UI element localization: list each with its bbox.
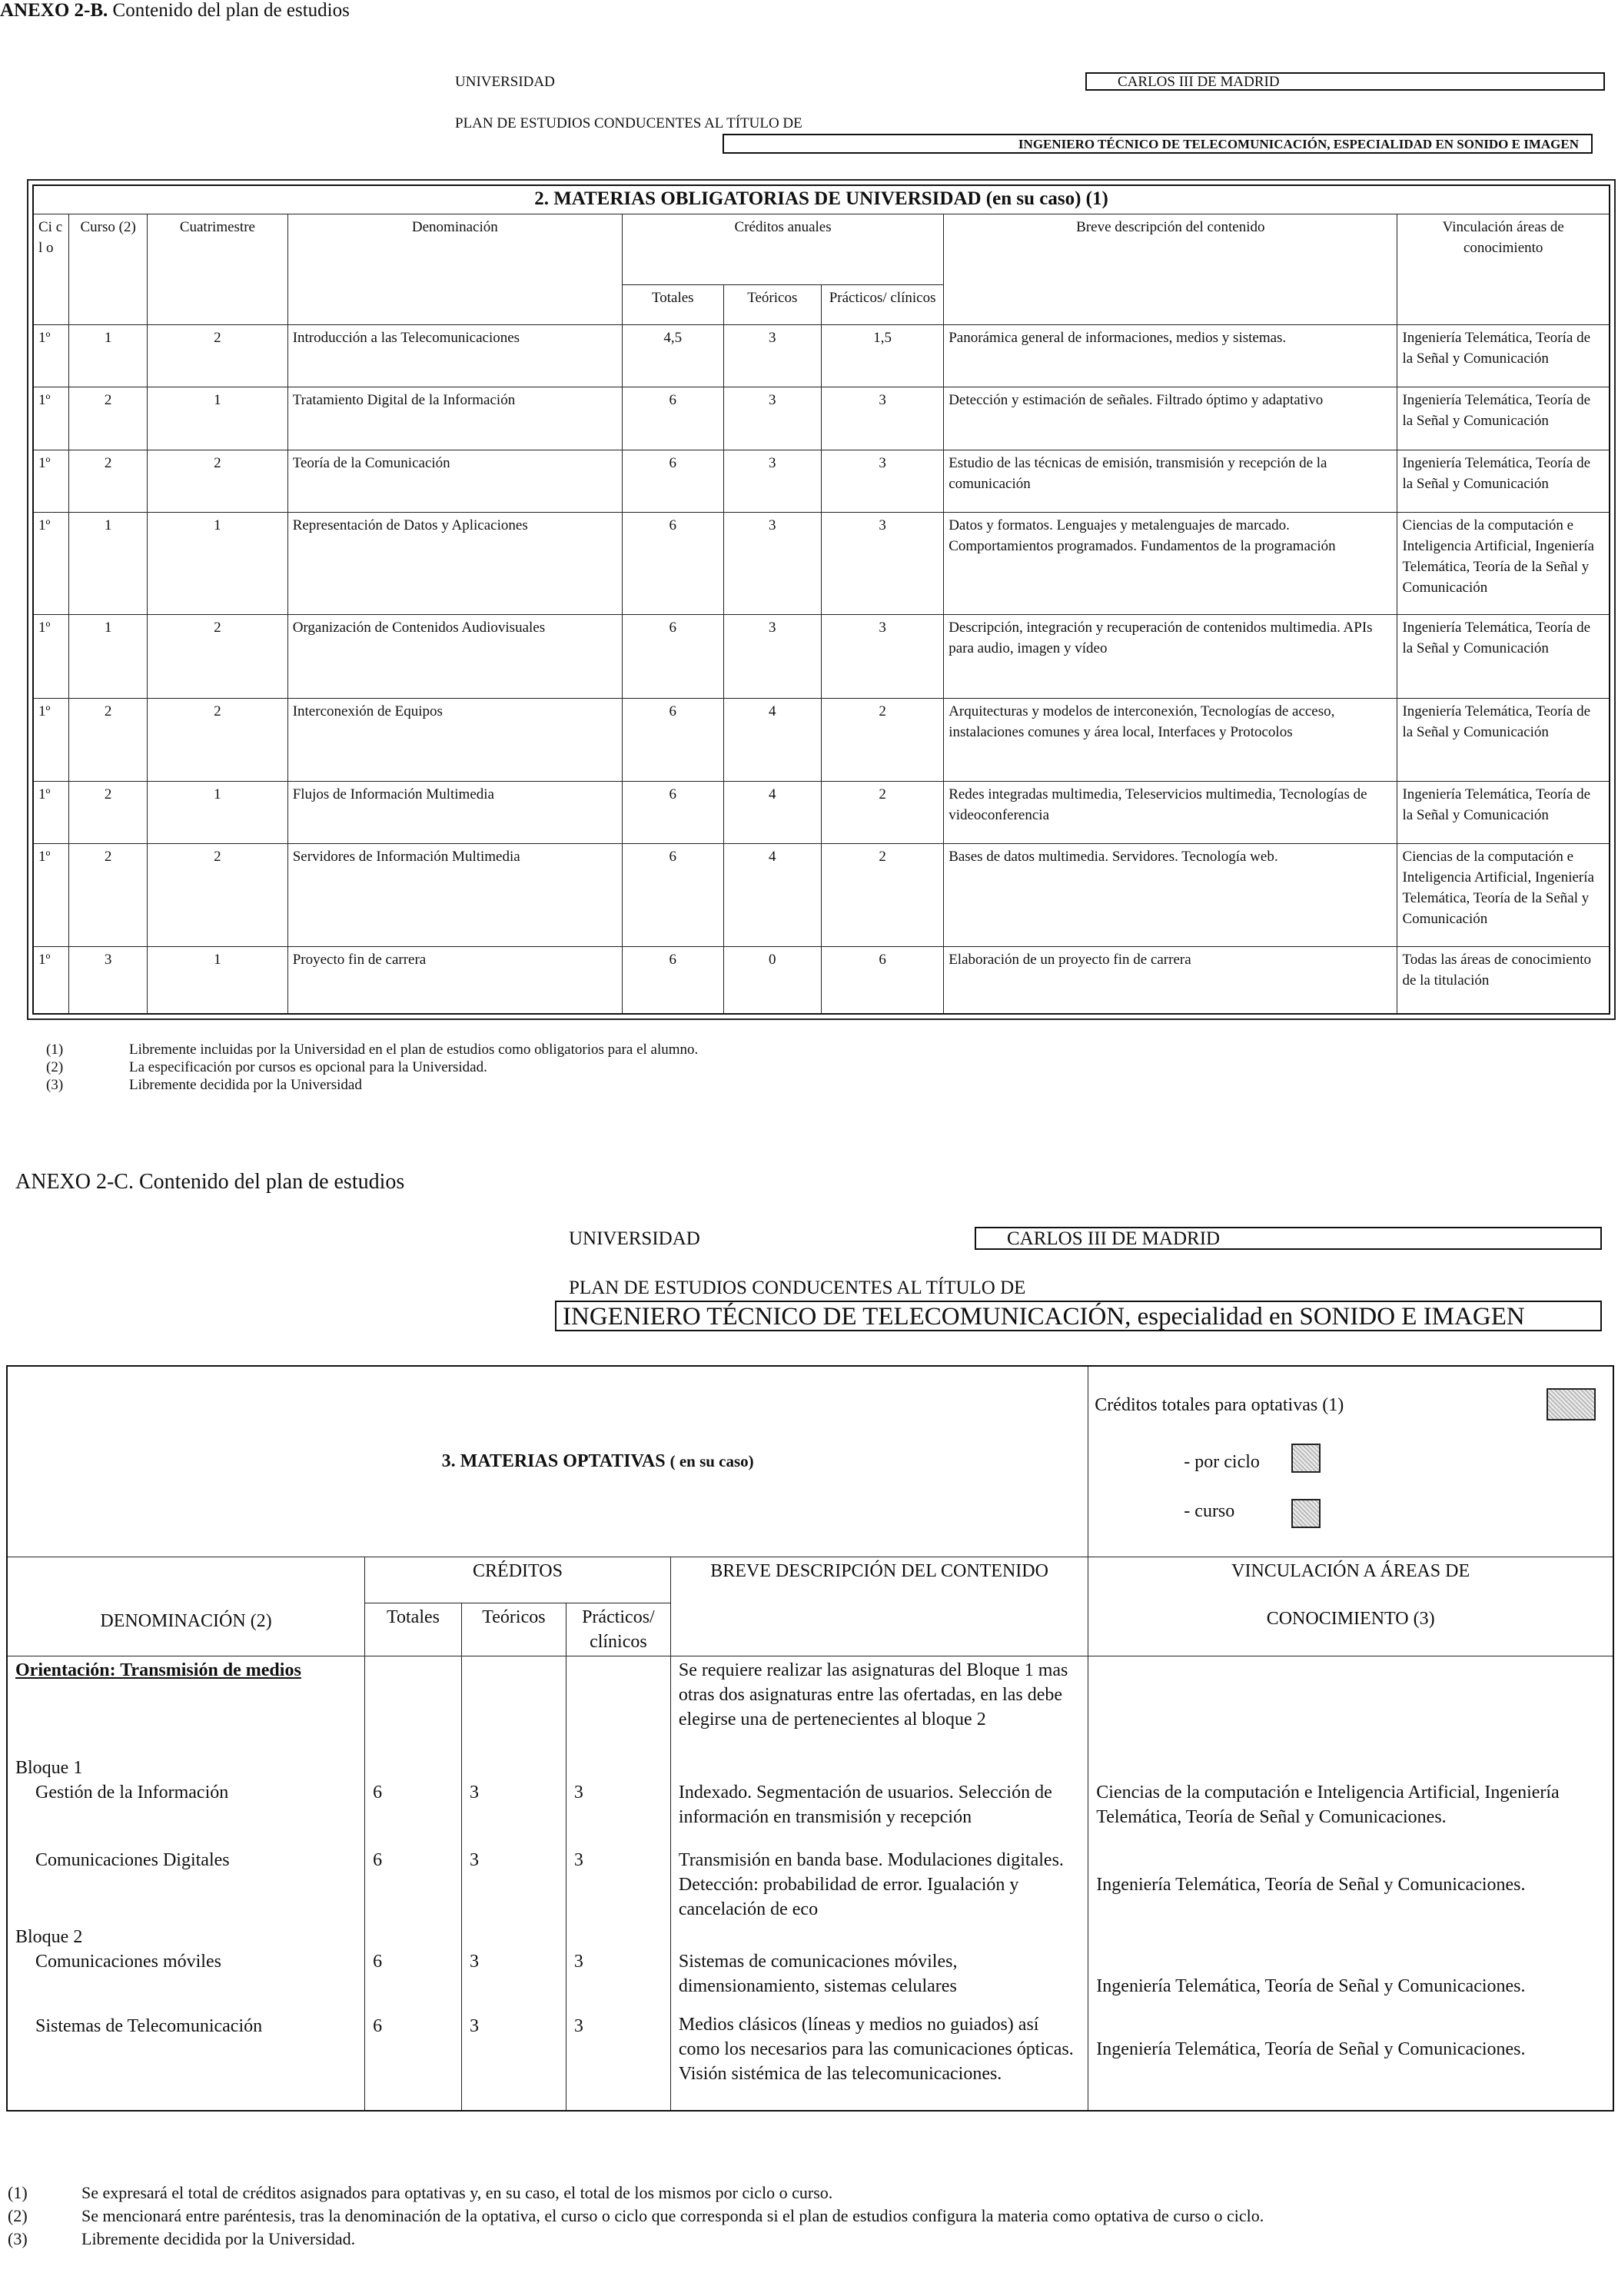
cell-vinculacion: Ciencias de la computación e Inteligencia Artificial, Ingeniería Telemática, Teoría de Señal y Comunicaciones.: [1088, 1754, 1613, 1831]
cell-descripcion: Bases de datos multimedia. Servidores. Tecnología web.: [944, 844, 1397, 946]
annex-c-heading: [15, 1170, 404, 1195]
annex-b-heading: [0, 0, 350, 22]
cell-denominacion: Introducción a las Telecomunicaciones: [287, 324, 622, 387]
cell-vinculacion: Ingeniería Telemática, Teoría de la Señal y Comunicación: [1397, 324, 1610, 387]
table-row: [7, 1754, 1613, 1831]
cell-teoricos: 3: [461, 1831, 566, 1923]
cell-ciclo: 1º: [33, 450, 69, 512]
cell-vinculacion: Ingeniería Telemática, Teoría de Señal y Comunicaciones.: [1088, 1831, 1613, 1923]
annex-b-table-body: [33, 324, 1610, 1014]
footnote-text: La especificación por cursos es opcional para la Universidad.: [129, 1059, 487, 1075]
optativas-title: 3. MATERIAS OPTATIVAS: [441, 1451, 666, 1472]
cell-teoricos: 3: [723, 387, 821, 450]
cell-totales: 6: [622, 450, 723, 512]
cell-cuatrimestre: 1: [148, 387, 288, 450]
annex-b-university-label: UNIVERSIDAD: [455, 74, 555, 90]
cell-denominacion: Proyecto fin de carrera: [287, 946, 622, 1014]
cell-practicos: 3: [821, 387, 943, 450]
cell-curso: 2: [69, 450, 148, 512]
creditos-totales-box: [1547, 1388, 1596, 1420]
footnote-text: Se expresará el total de créditos asignados para optativas y, en su caso, el total de los mismos por ciclo o curso.: [81, 2183, 833, 2202]
header-teoricos: Teóricos: [723, 284, 821, 324]
cell-totales: 6: [622, 387, 723, 450]
cell-ciclo: 1º: [33, 946, 69, 1014]
cell-descripcion: Elaboración de un proyecto fin de carrera: [944, 946, 1397, 1014]
optativas-title-cell: [7, 1366, 1088, 1557]
bloque-1-group: [15, 1756, 357, 1805]
header-denominacion: Denominación: [287, 214, 622, 325]
footnote-number: (2): [8, 2206, 28, 2225]
table-row: [33, 387, 1610, 450]
header-practicos: Prácticos/ clínicos: [821, 284, 943, 324]
cell-teoricos: 3: [461, 1754, 566, 1831]
cell-descripcion: Detección y estimación de señales. Filtrado óptimo y adaptativo: [944, 387, 1397, 450]
footnote-text: Libremente decidida por la Universidad.: [81, 2229, 356, 2248]
header-c-totales: Totales: [365, 1603, 462, 1656]
cell-cuatrimestre: 1: [148, 512, 288, 614]
orientacion-row: [7, 1656, 1613, 1754]
footnote: [46, 1076, 698, 1094]
cell-practicos: 2: [821, 844, 943, 946]
cell-teoricos: 3: [723, 324, 821, 387]
bloque-1-label: Bloque 1: [15, 1758, 83, 1778]
cell-descripcion: Arquitecturas y modelos de interconexión, Tecnologías de acceso, instalaciones comunes y área local, Interfaces y Protocolos: [944, 698, 1397, 781]
cell-vinculacion: Ingeniería Telemática, Teoría de la Señal y Comunicación: [1397, 782, 1610, 844]
footnote: [46, 1041, 698, 1058]
cell-totales: 6: [365, 1754, 462, 1831]
cell-teoricos: 3: [461, 1923, 566, 2003]
cell-descripcion: Se requiere realizar las asignaturas del Bloque 1 mas otras dos asignaturas entre las ofertadas, en las debe elegirse una de pertenecientes al bloque 2: [670, 1656, 1088, 1754]
table-row: [33, 615, 1610, 698]
cell-denominacion: [7, 1923, 365, 2003]
cell-ciclo: 1º: [33, 324, 69, 387]
cell-vinculacion: Ciencias de la computación e Inteligencia Artificial, Ingeniería Telemática, Teoría de la Señal y Comunicación: [1397, 512, 1610, 614]
cell-denominacion: [7, 1754, 365, 1831]
cell-descripcion: Transmisión en banda base. Modulaciones digitales. Detección: probabilidad de error. Igualación y cancelación de eco: [670, 1831, 1088, 1923]
cell-practicos: 2: [821, 698, 943, 781]
cell-curso: 2: [69, 782, 148, 844]
annex-c-plan-label: PLAN DE ESTUDIOS CONDUCENTES AL TÍTULO DE: [569, 1278, 1026, 1298]
table-row: [7, 1923, 1613, 2003]
footnote-number: (3): [46, 1077, 64, 1093]
header-c-vinculacion-line2: CONOCIMIENTO (3): [1266, 1608, 1435, 1629]
footnote-text: Libremente incluidas por la Universidad en el plan de estudios como obligatorios para el alumno.: [129, 1042, 699, 1058]
cell-totales: 6: [622, 512, 723, 614]
header-cuatrimestre: Cuatrimestre: [148, 214, 288, 325]
cell-cuatrimestre: 2: [148, 324, 288, 387]
row-denominacion: Comunicaciones Digitales: [35, 1850, 230, 1870]
cell-practicos: 3: [821, 450, 943, 512]
header-c-denominacion: DENOMINACIÓN (2): [7, 1557, 365, 1656]
cell-denominacion: Organización de Contenidos Audiovisuales: [287, 615, 622, 698]
cell-denominacion: Tratamiento Digital de la Información: [287, 387, 622, 450]
cell-vinculacion: Ingeniería Telemática, Teoría de la Señal y Comunicación: [1397, 698, 1610, 781]
header-c-teoricos: Teóricos: [461, 1603, 566, 1656]
header-c-practicos: Prácticos/ clínicos: [566, 1603, 670, 1656]
cell-totales: 6: [622, 844, 723, 946]
table-row: [7, 1831, 1613, 1923]
annex-b-table-title: 2. MATERIAS OBLIGATORIAS DE UNIVERSIDAD (en su caso) (1): [33, 185, 1610, 214]
curso-box: [1291, 1499, 1321, 1528]
cell-descripcion: Indexado. Segmentación de usuarios. Selección de información en transmisión y recepción: [670, 1754, 1088, 1831]
orientacion-title: Orientación: Transmisión de medios: [15, 1660, 301, 1680]
cell-vinculacion: Ciencias de la computación e Inteligencia Artificial, Ingeniería Telemática, Teoría de la Señal y Comunicación: [1397, 844, 1610, 946]
cell-curso: 2: [69, 698, 148, 781]
annex-b-heading-bold: ANEXO 2-B.: [0, 0, 108, 21]
footnote-number: (1): [8, 2183, 28, 2202]
cell-totales: 4,5: [622, 324, 723, 387]
annex-c-heading-rest: Contenido del plan de estudios: [139, 1170, 405, 1194]
table-row: [33, 512, 1610, 614]
cell-practicos: 3: [821, 615, 943, 698]
footnote-number: (1): [46, 1042, 64, 1058]
cell-curso: 2: [69, 387, 148, 450]
annex-b-plan-label: PLAN DE ESTUDIOS CONDUCENTES AL TÍTULO DE: [455, 115, 802, 131]
cell-teoricos: 3: [723, 512, 821, 614]
cell-teoricos: 3: [461, 2003, 566, 2111]
cell-ciclo: 1º: [33, 512, 69, 614]
annex-c-table-body: [7, 1656, 1613, 2111]
cell-cuatrimestre: 1: [148, 946, 288, 1014]
creditos-optativas-label: Créditos totales para optativas (1): [1095, 1395, 1344, 1415]
footnote: [8, 2205, 1264, 2228]
cell-vinculacion: Ingeniería Telemática, Teoría de la Señal y Comunicación: [1397, 387, 1610, 450]
cell-denominacion: Teoría de la Comunicación: [287, 450, 622, 512]
cell-cuatrimestre: 2: [148, 698, 288, 781]
cell-denominacion: [7, 2003, 365, 2111]
annex-b-heading-rest: Contenido del plan de estudios: [112, 0, 350, 21]
header-ciclo: Ci cl o: [33, 214, 69, 325]
cell-curso: 3: [69, 946, 148, 1014]
cell-ciclo: 1º: [33, 615, 69, 698]
table-row: [33, 782, 1610, 844]
footnote-text: Libremente decidida por la Universidad: [129, 1077, 362, 1093]
curso-label: - curso: [1184, 1501, 1235, 1521]
footnote-text: Se mencionará entre paréntesis, tras la denominación de la optativa, el curso o ciclo que corresponda si el plan de estudios configura la materia como optativa de curso o ciclo.: [81, 2206, 1264, 2225]
cell-descripcion: Descripción, integración y recuperación de contenidos multimedia. APIs para audio, imagen y vídeo: [944, 615, 1397, 698]
cell-teoricos: 0: [723, 946, 821, 1014]
annex-c-university-label: UNIVERSIDAD: [569, 1228, 700, 1249]
cell-descripcion: Sistemas de comunicaciones móviles, dimensionamiento, sistemas celulares: [670, 1923, 1088, 2003]
table-row: [33, 698, 1610, 781]
footnote: [46, 1058, 698, 1076]
cell-descripcion: Redes integradas multimedia, Teleservicios multimedia, Tecnologías de videoconferencia: [944, 782, 1397, 844]
cell-totales: [365, 1656, 462, 1754]
por-ciclo-box: [1291, 1444, 1321, 1473]
cell-practicos: [566, 1656, 670, 1754]
cell-cuatrimestre: 2: [148, 615, 288, 698]
cell-teoricos: 3: [723, 615, 821, 698]
footnote-number: (3): [8, 2229, 28, 2248]
cell-practicos: 3: [566, 2003, 670, 2111]
footnote: [8, 2181, 1264, 2205]
table-row: [33, 324, 1610, 387]
cell-curso: 1: [69, 512, 148, 614]
cell-ciclo: 1º: [33, 782, 69, 844]
cell-descripcion: Estudio de las técnicas de emisión, transmisión y recepción de la comunicación: [944, 450, 1397, 512]
cell-practicos: 6: [821, 946, 943, 1014]
cell-totales: 6: [365, 1831, 462, 1923]
header-c-vinculacion: [1088, 1557, 1613, 1656]
cell-descripcion: Panorámica general de informaciones, medios y sistemas.: [944, 324, 1397, 387]
cell-teoricos: 4: [723, 782, 821, 844]
annex-b-university-value: CARLOS III DE MADRID: [1085, 72, 1605, 91]
cell-totales: 6: [622, 946, 723, 1014]
annex-c-plan-value: INGENIERO TÉCNICO DE TELECOMUNICACIÓN, especialidad en SONIDO E IMAGEN: [555, 1301, 1602, 1331]
cell-totales: 6: [622, 782, 723, 844]
cell-denominacion: [7, 1831, 365, 1923]
cell-totales: 6: [365, 1923, 462, 2003]
cell-curso: 2: [69, 844, 148, 946]
cell-teoricos: 4: [723, 844, 821, 946]
header-descripcion: Breve descripción del contenido: [944, 214, 1397, 325]
cell-practicos: 3: [821, 512, 943, 614]
cell-denominacion: Servidores de Información Multimedia: [287, 844, 622, 946]
cell-vinculacion: Ingeniería Telemática, Teoría de Señal y Comunicaciones.: [1088, 1923, 1613, 2003]
header-c-creditos: CRÉDITOS: [365, 1557, 671, 1603]
cell-vinculacion: [1088, 1656, 1613, 1754]
cell-descripcion: Medios clásicos (líneas y medios no guiados) así como los necesarios para las comunicaciones ópticas. Visión sistémica de las telecomunicaciones.: [670, 2003, 1088, 2111]
annex-b-footnotes: [46, 1041, 698, 1094]
annex-c-footnotes: [8, 2181, 1264, 2251]
header-creditos: Créditos anuales: [622, 214, 943, 285]
cell-cuatrimestre: 1: [148, 782, 288, 844]
cell-practicos: 2: [821, 782, 943, 844]
footnote-number: (2): [46, 1059, 64, 1075]
cell-denominacion: [7, 1656, 365, 1754]
cell-ciclo: 1º: [33, 387, 69, 450]
cell-ciclo: 1º: [33, 698, 69, 781]
cell-ciclo: 1º: [33, 844, 69, 946]
annex-b-plan-value: INGENIERO TÉCNICO DE TELECOMUNICACIÓN, ESPECIALIDAD EN SONIDO E IMAGEN: [723, 134, 1593, 154]
optativas-title-suffix: ( en su caso): [669, 1452, 754, 1471]
header-c-vinculacion-line1: VINCULACIÓN A ÁREAS DE: [1231, 1560, 1470, 1581]
header-curso: Curso (2): [69, 214, 148, 325]
cell-curso: 1: [69, 324, 148, 387]
cell-practicos: 3: [566, 1754, 670, 1831]
annex-b-table: [32, 184, 1610, 1015]
cell-teoricos: [461, 1656, 566, 1754]
row-denominacion: Comunicaciones móviles: [35, 1952, 221, 1972]
cell-teoricos: 3: [723, 450, 821, 512]
cell-practicos: 3: [566, 1923, 670, 2003]
annex-c-heading-bold: ANEXO 2-C.: [15, 1170, 134, 1194]
row-denominacion: Sistemas de Telecomunicación: [35, 2016, 263, 2036]
table-row: [33, 450, 1610, 512]
table-row: [33, 844, 1610, 946]
annex-c-table: [6, 1365, 1614, 2112]
row-denominacion: Gestión de la Información: [35, 1783, 229, 1803]
cell-practicos: 1,5: [821, 324, 943, 387]
table-row: [33, 946, 1610, 1014]
cell-practicos: 3: [566, 1831, 670, 1923]
cell-teoricos: 4: [723, 698, 821, 781]
por-ciclo-label: - por ciclo: [1184, 1452, 1260, 1472]
bloque-2-group: [15, 1925, 357, 1974]
footnote: [8, 2228, 1264, 2251]
creditos-optativas-cell: [1088, 1366, 1613, 1557]
cell-denominacion: Interconexión de Equipos: [287, 698, 622, 781]
cell-vinculacion: Ingeniería Telemática, Teoría de Señal y Comunicaciones.: [1088, 2003, 1613, 2111]
bloque-2-label: Bloque 2: [15, 1927, 83, 1947]
header-vinculacion: Vinculación áreas de conocimiento: [1397, 214, 1610, 325]
cell-totales: 6: [622, 615, 723, 698]
cell-denominacion: Representación de Datos y Aplicaciones: [287, 512, 622, 614]
cell-totales: 6: [365, 2003, 462, 2111]
cell-totales: 6: [622, 698, 723, 781]
cell-curso: 1: [69, 615, 148, 698]
cell-vinculacion: Ingeniería Telemática, Teoría de la Señal y Comunicación: [1397, 615, 1610, 698]
table-row: [7, 2003, 1613, 2111]
cell-cuatrimestre: 2: [148, 844, 288, 946]
cell-vinculacion: Ingeniería Telemática, Teoría de la Señal y Comunicación: [1397, 450, 1610, 512]
header-totales: Totales: [622, 284, 723, 324]
cell-descripcion: Datos y formatos. Lenguajes y metalenguajes de marcado. Comportamientos programados. Fundamentos de la programación: [944, 512, 1397, 614]
header-c-descripcion: BREVE DESCRIPCIÓN DEL CONTENIDO: [670, 1557, 1088, 1656]
cell-denominacion: Flujos de Información Multimedia: [287, 782, 622, 844]
cell-vinculacion: Todas las áreas de conocimiento de la titulación: [1397, 946, 1610, 1014]
annex-c-university-value: CARLOS III DE MADRID: [975, 1227, 1602, 1250]
cell-cuatrimestre: 2: [148, 450, 288, 512]
